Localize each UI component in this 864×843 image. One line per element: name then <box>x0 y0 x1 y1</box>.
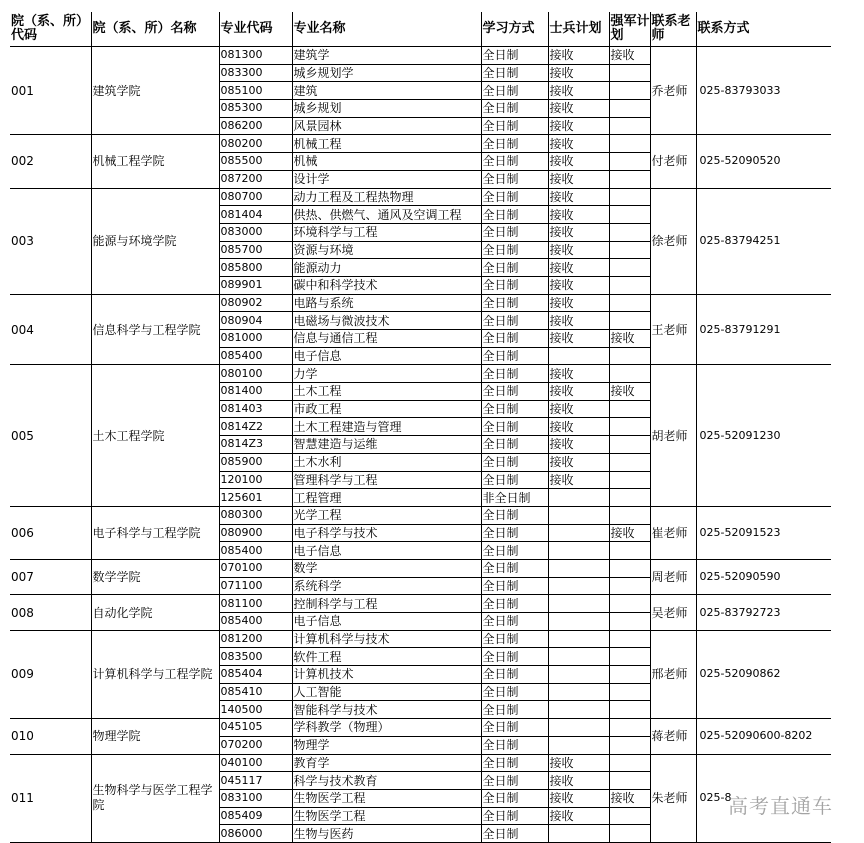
admissions-table <box>10 12 831 843</box>
header-army-plan: 强军计划 <box>609 12 650 47</box>
army-plan <box>609 223 650 241</box>
major-code: 120100 <box>219 471 292 489</box>
soldier-plan <box>548 506 609 524</box>
army-plan <box>609 312 650 330</box>
study-mode: 全日制 <box>481 506 548 524</box>
table-row <box>10 506 831 524</box>
soldier-plan: 接收 <box>548 294 609 312</box>
soldier-plan <box>548 613 609 631</box>
army-plan <box>609 100 650 118</box>
study-mode: 全日制 <box>481 436 548 454</box>
major-name: 电子信息 <box>292 613 481 631</box>
header-row <box>10 12 831 47</box>
major-name: 城乡规划学 <box>292 64 481 82</box>
soldier-plan: 接收 <box>548 754 609 772</box>
army-plan <box>609 577 650 595</box>
army-plan <box>609 683 650 701</box>
study-mode: 全日制 <box>481 170 548 188</box>
army-plan <box>609 206 650 224</box>
dept-name: 信息科学与工程学院 <box>91 294 219 365</box>
major-code: 085100 <box>219 82 292 100</box>
dept-name: 土木工程学院 <box>91 365 219 507</box>
major-name: 智能科学与技术 <box>292 701 481 719</box>
major-name: 计算机技术 <box>292 666 481 684</box>
dept-name: 生物科学与医学工程学院 <box>91 754 219 842</box>
dept-code: 009 <box>10 630 91 718</box>
table-row <box>10 719 831 737</box>
study-mode: 全日制 <box>481 701 548 719</box>
army-plan <box>609 135 650 153</box>
major-name: 环境科学与工程 <box>292 223 481 241</box>
major-code: 085300 <box>219 100 292 118</box>
army-plan <box>609 825 650 843</box>
study-mode: 全日制 <box>481 259 548 277</box>
soldier-plan <box>548 719 609 737</box>
major-code: 085404 <box>219 666 292 684</box>
contact-phone: 025-52090520 <box>696 135 831 188</box>
study-mode: 全日制 <box>481 666 548 684</box>
major-code: 071100 <box>219 577 292 595</box>
major-code: 086200 <box>219 117 292 135</box>
army-plan <box>609 64 650 82</box>
header-dept-code: 院（系、所）代码 <box>10 12 91 47</box>
major-name: 设计学 <box>292 170 481 188</box>
major-name: 机械工程 <box>292 135 481 153</box>
major-name: 动力工程及工程热物理 <box>292 188 481 206</box>
header-dept-name: 院（系、所）名称 <box>91 12 219 47</box>
study-mode: 全日制 <box>481 559 548 577</box>
soldier-plan: 接收 <box>548 400 609 418</box>
major-name: 力学 <box>292 365 481 383</box>
army-plan <box>609 630 650 648</box>
header-soldier-plan: 士兵计划 <box>548 12 609 47</box>
army-plan: 接收 <box>609 383 650 401</box>
soldier-plan <box>548 595 609 613</box>
major-code: 083100 <box>219 789 292 807</box>
soldier-plan: 接收 <box>548 436 609 454</box>
soldier-plan: 接收 <box>548 383 609 401</box>
army-plan: 接收 <box>609 47 650 65</box>
study-mode: 全日制 <box>481 82 548 100</box>
study-mode: 全日制 <box>481 418 548 436</box>
major-code: 081200 <box>219 630 292 648</box>
army-plan <box>609 294 650 312</box>
major-code: 080904 <box>219 312 292 330</box>
study-mode: 全日制 <box>481 577 548 595</box>
major-name: 物理学 <box>292 736 481 754</box>
table-row <box>10 188 831 206</box>
study-mode: 全日制 <box>481 188 548 206</box>
contact-teacher: 吴老师 <box>650 595 696 630</box>
study-mode: 全日制 <box>481 347 548 365</box>
table-row <box>10 294 831 312</box>
major-name: 机械 <box>292 153 481 171</box>
major-code: 085800 <box>219 259 292 277</box>
study-mode: 全日制 <box>481 153 548 171</box>
contact-teacher: 胡老师 <box>650 365 696 507</box>
study-mode: 全日制 <box>481 453 548 471</box>
header-major-name: 专业名称 <box>292 12 481 47</box>
study-mode: 全日制 <box>481 276 548 294</box>
dept-name: 电子科学与工程学院 <box>91 506 219 559</box>
study-mode: 全日制 <box>481 719 548 737</box>
major-name: 电磁场与微波技术 <box>292 312 481 330</box>
major-code: 081100 <box>219 595 292 613</box>
army-plan <box>609 365 650 383</box>
dept-code: 007 <box>10 559 91 594</box>
dept-code: 006 <box>10 506 91 559</box>
contact-phone: 025-83794251 <box>696 188 831 294</box>
soldier-plan: 接收 <box>548 117 609 135</box>
soldier-plan <box>548 347 609 365</box>
study-mode: 全日制 <box>481 64 548 82</box>
army-plan <box>609 117 650 135</box>
major-name: 电子信息 <box>292 542 481 560</box>
major-name: 供热、供燃气、通风及空调工程 <box>292 206 481 224</box>
table-row <box>10 47 831 65</box>
army-plan <box>609 188 650 206</box>
dept-code: 010 <box>10 719 91 754</box>
contact-teacher: 王老师 <box>650 294 696 365</box>
major-code: 081000 <box>219 330 292 348</box>
major-name: 能源动力 <box>292 259 481 277</box>
dept-code: 001 <box>10 47 91 135</box>
soldier-plan: 接收 <box>548 789 609 807</box>
army-plan <box>609 418 650 436</box>
major-code: 086000 <box>219 825 292 843</box>
army-plan <box>609 471 650 489</box>
army-plan <box>609 736 650 754</box>
army-plan: 接收 <box>609 330 650 348</box>
soldier-plan: 接收 <box>548 135 609 153</box>
soldier-plan: 接收 <box>548 365 609 383</box>
soldier-plan <box>548 701 609 719</box>
major-code: 081404 <box>219 206 292 224</box>
army-plan: 接收 <box>609 789 650 807</box>
dept-name: 物理学院 <box>91 719 219 754</box>
contact-phone: 025-52090862 <box>696 630 831 718</box>
dept-name: 机械工程学院 <box>91 135 219 188</box>
dept-name: 自动化学院 <box>91 595 219 630</box>
army-plan <box>609 153 650 171</box>
study-mode: 全日制 <box>481 330 548 348</box>
major-code: 085410 <box>219 683 292 701</box>
table-body <box>10 47 831 843</box>
dept-code: 008 <box>10 595 91 630</box>
soldier-plan: 接收 <box>548 223 609 241</box>
study-mode: 全日制 <box>481 542 548 560</box>
soldier-plan <box>548 666 609 684</box>
major-code: 085400 <box>219 542 292 560</box>
major-code: 083500 <box>219 648 292 666</box>
major-code: 085400 <box>219 613 292 631</box>
header-major-code: 专业代码 <box>219 12 292 47</box>
study-mode: 全日制 <box>481 135 548 153</box>
major-name: 资源与环境 <box>292 241 481 259</box>
major-name: 科学与技术教育 <box>292 772 481 790</box>
army-plan <box>609 276 650 294</box>
major-name: 市政工程 <box>292 400 481 418</box>
study-mode: 全日制 <box>481 754 548 772</box>
study-mode: 全日制 <box>481 400 548 418</box>
table-row <box>10 630 831 648</box>
soldier-plan <box>548 542 609 560</box>
major-name: 系统科学 <box>292 577 481 595</box>
major-name: 学科教学（物理） <box>292 719 481 737</box>
major-name: 人工智能 <box>292 683 481 701</box>
header-contact: 联系方式 <box>696 12 831 47</box>
soldier-plan <box>548 825 609 843</box>
study-mode: 全日制 <box>481 312 548 330</box>
major-name: 电路与系统 <box>292 294 481 312</box>
army-plan <box>609 400 650 418</box>
major-code: 070100 <box>219 559 292 577</box>
contact-teacher: 蒋老师 <box>650 719 696 754</box>
major-name: 建筑 <box>292 82 481 100</box>
contact-teacher: 朱老师 <box>650 754 696 842</box>
table-row <box>10 559 831 577</box>
major-name: 软件工程 <box>292 648 481 666</box>
study-mode: 全日制 <box>481 772 548 790</box>
soldier-plan: 接收 <box>548 64 609 82</box>
soldier-plan: 接收 <box>548 312 609 330</box>
dept-code: 011 <box>10 754 91 842</box>
soldier-plan: 接收 <box>548 188 609 206</box>
dept-name: 建筑学院 <box>91 47 219 135</box>
soldier-plan <box>548 736 609 754</box>
soldier-plan: 接收 <box>548 330 609 348</box>
study-mode: 全日制 <box>481 117 548 135</box>
major-name: 教育学 <box>292 754 481 772</box>
major-code: 080300 <box>219 506 292 524</box>
study-mode: 全日制 <box>481 807 548 825</box>
major-code: 070200 <box>219 736 292 754</box>
major-name: 城乡规划 <box>292 100 481 118</box>
contact-teacher: 崔老师 <box>650 506 696 559</box>
soldier-plan: 接收 <box>548 418 609 436</box>
army-plan <box>609 542 650 560</box>
army-plan <box>609 648 650 666</box>
soldier-plan: 接收 <box>548 206 609 224</box>
major-code: 087200 <box>219 170 292 188</box>
army-plan <box>609 666 650 684</box>
table-row <box>10 365 831 383</box>
table-row <box>10 135 831 153</box>
major-code: 085900 <box>219 453 292 471</box>
contact-phone: 025-83791291 <box>696 294 831 365</box>
dept-code: 003 <box>10 188 91 294</box>
contact-phone: 025-52091230 <box>696 365 831 507</box>
army-plan <box>609 613 650 631</box>
study-mode: 全日制 <box>481 630 548 648</box>
army-plan <box>609 82 650 100</box>
major-name: 信息与通信工程 <box>292 330 481 348</box>
soldier-plan: 接收 <box>548 170 609 188</box>
contact-phone: 025-52091523 <box>696 506 831 559</box>
major-name: 风景园林 <box>292 117 481 135</box>
army-plan <box>609 170 650 188</box>
dept-name: 数学学院 <box>91 559 219 594</box>
dept-name: 计算机科学与工程学院 <box>91 630 219 718</box>
watermark: 高考直通车 <box>728 794 833 818</box>
major-name: 控制科学与工程 <box>292 595 481 613</box>
major-name: 工程管理 <box>292 489 481 507</box>
dept-code: 004 <box>10 294 91 365</box>
army-plan <box>609 754 650 772</box>
army-plan <box>609 347 650 365</box>
major-code: 081300 <box>219 47 292 65</box>
major-name: 生物与医药 <box>292 825 481 843</box>
table-row <box>10 595 831 613</box>
major-code: 089901 <box>219 276 292 294</box>
major-code: 080900 <box>219 524 292 542</box>
soldier-plan <box>548 524 609 542</box>
contact-teacher: 乔老师 <box>650 47 696 135</box>
soldier-plan: 接收 <box>548 772 609 790</box>
soldier-plan: 接收 <box>548 807 609 825</box>
major-name: 光学工程 <box>292 506 481 524</box>
soldier-plan: 接收 <box>548 82 609 100</box>
study-mode: 全日制 <box>481 365 548 383</box>
major-code: 085400 <box>219 347 292 365</box>
major-name: 土木工程 <box>292 383 481 401</box>
dept-code: 005 <box>10 365 91 507</box>
study-mode: 非全日制 <box>481 489 548 507</box>
major-code: 085700 <box>219 241 292 259</box>
study-mode: 全日制 <box>481 294 548 312</box>
major-code: 045117 <box>219 772 292 790</box>
study-mode: 全日制 <box>481 471 548 489</box>
soldier-plan: 接收 <box>548 100 609 118</box>
contact-phone: 025-83792723 <box>696 595 831 630</box>
army-plan <box>609 701 650 719</box>
study-mode: 全日制 <box>481 648 548 666</box>
major-name: 数学 <box>292 559 481 577</box>
army-plan <box>609 453 650 471</box>
major-name: 生物医学工程 <box>292 807 481 825</box>
army-plan <box>609 719 650 737</box>
army-plan: 接收 <box>609 524 650 542</box>
soldier-plan: 接收 <box>548 276 609 294</box>
major-name: 智慧建造与运维 <box>292 436 481 454</box>
major-code: 045105 <box>219 719 292 737</box>
study-mode: 全日制 <box>481 825 548 843</box>
major-name: 碳中和科学技术 <box>292 276 481 294</box>
study-mode: 全日制 <box>481 736 548 754</box>
major-code: 083000 <box>219 223 292 241</box>
soldier-plan: 接收 <box>548 453 609 471</box>
major-name: 管理科学与工程 <box>292 471 481 489</box>
army-plan <box>609 259 650 277</box>
soldier-plan <box>548 630 609 648</box>
soldier-plan <box>548 559 609 577</box>
study-mode: 全日制 <box>481 47 548 65</box>
soldier-plan <box>548 577 609 595</box>
army-plan <box>609 772 650 790</box>
major-code: 081400 <box>219 383 292 401</box>
army-plan <box>609 807 650 825</box>
header-study-mode: 学习方式 <box>481 12 548 47</box>
table-row <box>10 754 831 772</box>
dept-name: 能源与环境学院 <box>91 188 219 294</box>
major-name: 电子科学与技术 <box>292 524 481 542</box>
study-mode: 全日制 <box>481 524 548 542</box>
major-code: 080200 <box>219 135 292 153</box>
study-mode: 全日制 <box>481 595 548 613</box>
major-code: 080700 <box>219 188 292 206</box>
major-code: 085409 <box>219 807 292 825</box>
contact-phone: 025-8 <box>696 754 831 842</box>
major-code: 040100 <box>219 754 292 772</box>
major-name: 建筑学 <box>292 47 481 65</box>
contact-phone: 025-52090600-8202 <box>696 719 831 754</box>
army-plan <box>609 506 650 524</box>
study-mode: 全日制 <box>481 206 548 224</box>
army-plan <box>609 489 650 507</box>
major-code: 080100 <box>219 365 292 383</box>
study-mode: 全日制 <box>481 383 548 401</box>
dept-code: 002 <box>10 135 91 188</box>
major-code: 0814Z3 <box>219 436 292 454</box>
major-name: 土木工程建造与管理 <box>292 418 481 436</box>
major-name: 电子信息 <box>292 347 481 365</box>
study-mode: 全日制 <box>481 789 548 807</box>
major-code: 083300 <box>219 64 292 82</box>
contact-teacher: 付老师 <box>650 135 696 188</box>
study-mode: 全日制 <box>481 241 548 259</box>
study-mode: 全日制 <box>481 223 548 241</box>
soldier-plan: 接收 <box>548 47 609 65</box>
header-teacher: 联系老师 <box>650 12 696 47</box>
major-code: 140500 <box>219 701 292 719</box>
army-plan <box>609 436 650 454</box>
study-mode: 全日制 <box>481 100 548 118</box>
contact-phone: 025-52090590 <box>696 559 831 594</box>
soldier-plan <box>548 489 609 507</box>
soldier-plan <box>548 683 609 701</box>
soldier-plan <box>548 648 609 666</box>
army-plan <box>609 559 650 577</box>
major-name: 土木水利 <box>292 453 481 471</box>
major-code: 080902 <box>219 294 292 312</box>
major-code: 0814Z2 <box>219 418 292 436</box>
study-mode: 全日制 <box>481 683 548 701</box>
soldier-plan: 接收 <box>548 241 609 259</box>
soldier-plan: 接收 <box>548 153 609 171</box>
contact-phone: 025-83793033 <box>696 47 831 135</box>
study-mode: 全日制 <box>481 613 548 631</box>
major-name: 生物医学工程 <box>292 789 481 807</box>
soldier-plan: 接收 <box>548 471 609 489</box>
major-code: 125601 <box>219 489 292 507</box>
major-name: 计算机科学与技术 <box>292 630 481 648</box>
contact-teacher: 周老师 <box>650 559 696 594</box>
army-plan <box>609 241 650 259</box>
soldier-plan: 接收 <box>548 259 609 277</box>
major-code: 081403 <box>219 400 292 418</box>
contact-teacher: 邢老师 <box>650 630 696 718</box>
army-plan <box>609 595 650 613</box>
major-code: 085500 <box>219 153 292 171</box>
contact-teacher: 徐老师 <box>650 188 696 294</box>
